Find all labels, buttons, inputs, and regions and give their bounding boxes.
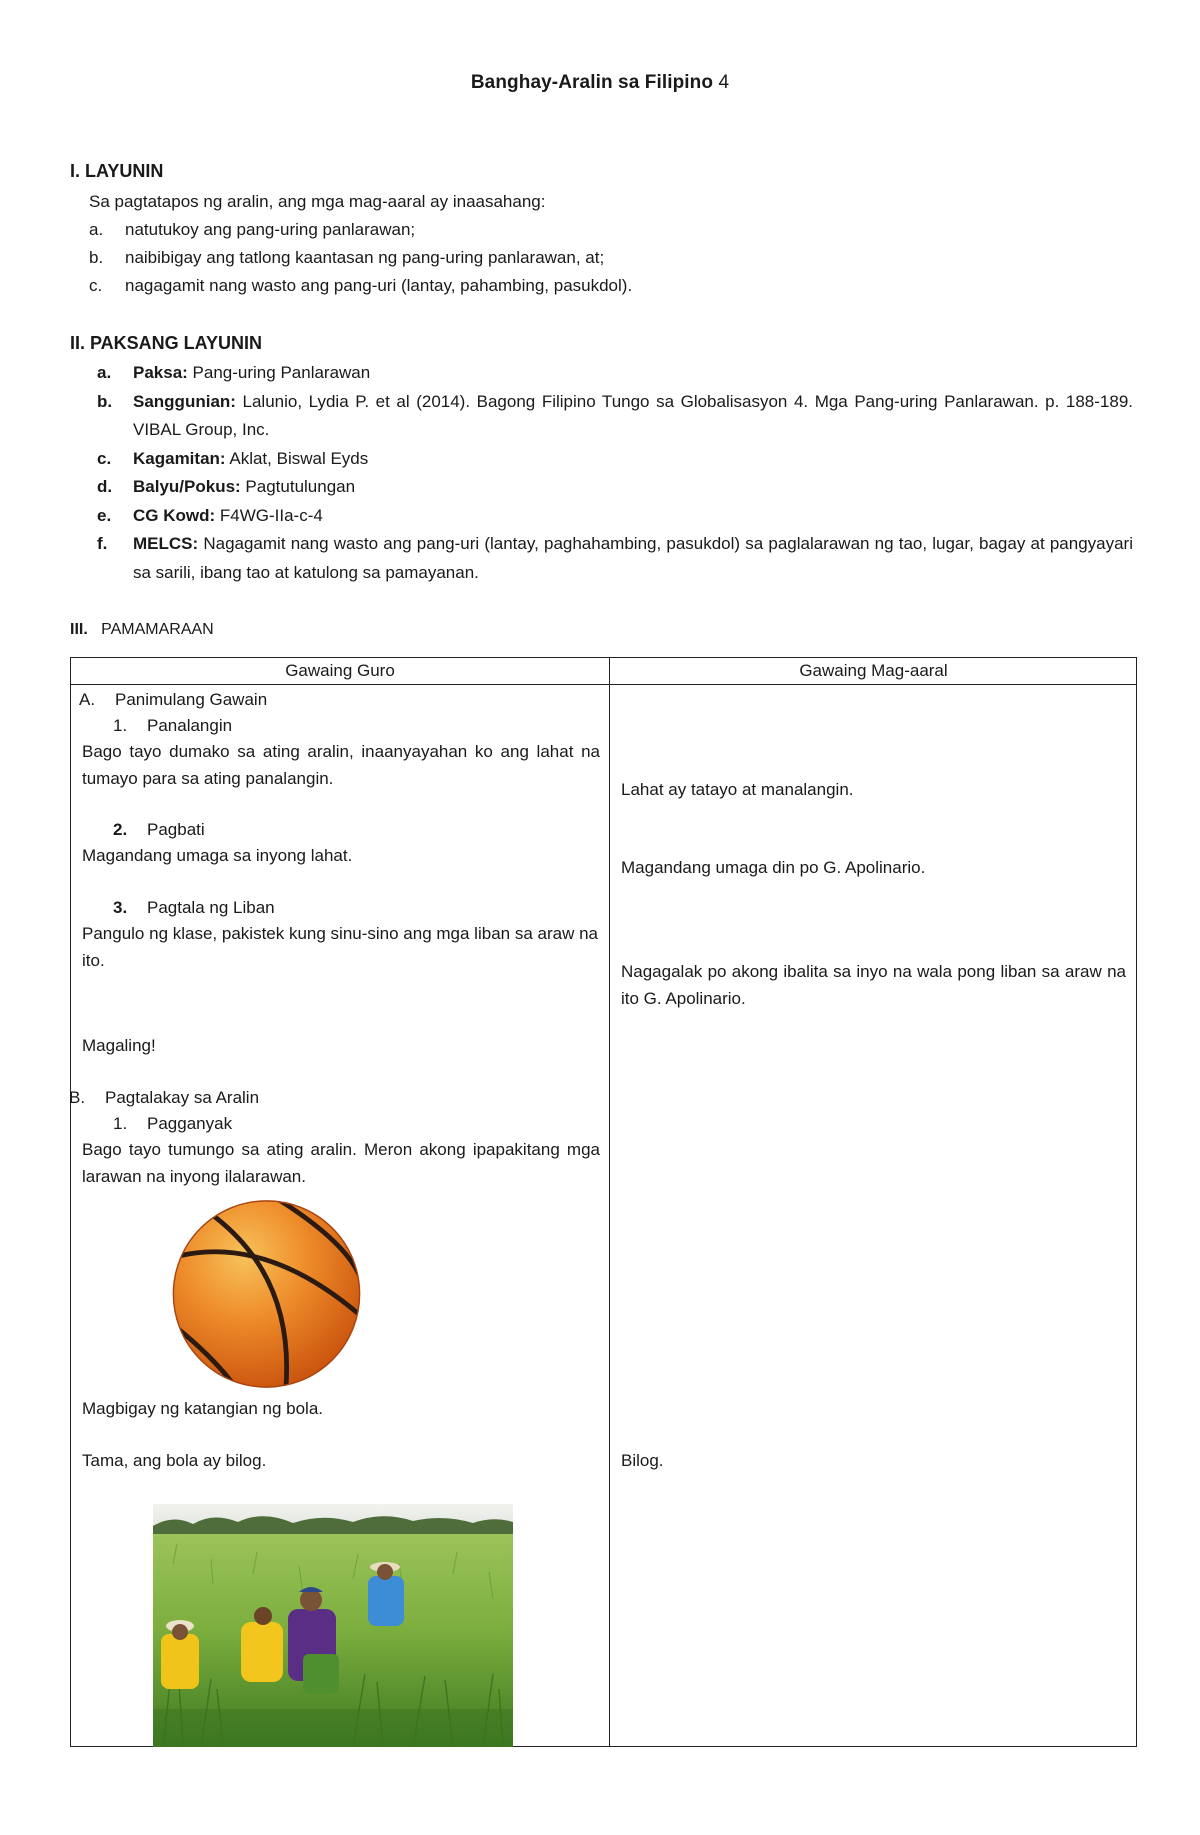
student-response-1: Lahat ay tatayo at manalangin. [621,780,854,799]
step-b1-number: 1. [113,1114,128,1133]
step-3-text: Pangulo ng klase, pakistek kung sinu-sino ang mga liban sa araw na ito. [82,924,598,970]
header-divider [71,684,1136,685]
step-b-label: B. [69,1088,86,1107]
list-item [97,473,1133,502]
student-response-4: Bilog. [621,1451,664,1470]
step-3-heading [113,895,275,922]
step-2-title: Pagbati [147,820,205,839]
step-a-heading [79,687,267,714]
title-text: Banghay-Aralin sa Filipino [470,72,714,93]
step-2-heading [113,817,205,844]
list-marker: e. [97,505,112,525]
title-number: 4 [718,72,730,93]
list-marker: c. [89,276,103,295]
column-header-guro: Gawaing Guro [285,661,395,680]
section-pamamaraan-heading [70,621,214,639]
list-item [97,530,1133,587]
list-item [97,502,1133,531]
procedure-table [70,657,1137,1747]
step-b-title: Pagtalakay sa Aralin [105,1088,260,1107]
list-item [97,359,1133,388]
list-item-text: natutukoy ang pang-uring panlarawan; [125,220,416,239]
item-text: Pagtutulungan [240,477,356,496]
list-item [89,272,632,300]
step-a-label: A. [79,690,96,709]
list-item [89,244,632,272]
step-1-heading [113,713,232,740]
list-marker: f. [97,534,108,553]
student-response-2: Magandang umaga din po G. Apolinario. [621,858,926,877]
item-label: Balyu/Pokus: [133,477,241,496]
section-layunin-heading: I. LAYUNIN [70,161,164,181]
item-text: Pang-uring Panlarawan [187,363,371,382]
column-divider [609,658,610,1746]
list-marker: b. [97,391,113,411]
item-label: Kagamitan: [133,448,226,468]
item-text: F4WG-IIa-c-4 [215,505,323,525]
column-header-aaral: Gawaing Mag-aaral [799,661,948,680]
item-text: Nagagamit nang wasto ang pang-uri (lantay, paghahambing, pasukdol) sa paglalarawan ng tao, lugar, bagay at pangyayari sa sarili, ibang tao at katulong sa pamayanan. [133,534,1133,582]
item-label: Paksa: [133,363,188,382]
rice-field-farmers-image [153,1504,513,1747]
list-item [89,216,632,244]
item-label: Sanggunian: [133,391,236,411]
list-marker: a. [97,363,112,382]
step-1-text: Bago tayo dumako sa ating aralin, inaanyayahan ko ang lahat na tumayo para sa ating panalangin. [82,742,600,788]
step-3-number: 3. [113,898,128,917]
step-2-text: Magandang umaga sa inyong lahat. [82,846,353,865]
list-marker: c. [97,448,112,468]
item-label: MELCS: [133,534,199,553]
page-title [0,72,1200,94]
item-text: Aklat, Biswal Eyds [225,448,369,468]
list-marker: b. [89,248,104,267]
list-item-text: naibibigay ang tatlong kaantasan ng pang-uring panlarawan, at; [125,248,605,267]
magaling-text: Magaling! [82,1036,156,1055]
roman-numeral: III. [70,621,88,638]
step-b1-text: Bago tayo tumungo sa ating aralin. Meron akong ipapakitang mga larawan na inyong ilalarawan. [82,1140,600,1186]
list-marker: d. [97,477,113,496]
step-3-title: Pagtala ng Liban [147,898,275,917]
step-b1-title: Pagganyak [147,1114,233,1133]
layunin-intro: Sa pagtatapos ng aralin, ang mga mag-aaral ay inaasahang: [89,192,546,211]
section-paksang-layunin-heading: II. PAKSANG LAYUNIN [70,333,263,353]
student-response-3: Nagagalak po akong ibalita sa inyo na wala pong liban sa araw na ito G. Apolinario. [621,962,1126,1008]
ball-answer: Tama, ang bola ay bilog. [82,1451,267,1470]
step-1-title: Panalangin [147,716,233,735]
step-b-heading [69,1085,259,1112]
ball-prompt: Magbigay ng katangian ng bola. [82,1399,324,1418]
layunin-list [89,216,632,300]
paksang-layunin-list [97,359,1133,587]
step-1-number: 1. [113,716,128,735]
list-item-text: nagagamit nang wasto ang pang-uri (lantay, pahambing, pasukdol). [125,276,633,295]
section-title: PAMAMARAAN [101,621,214,638]
list-item [97,388,1133,445]
list-marker: a. [89,220,104,239]
item-text: Lalunio, Lydia P. et al (2014). Bagong Filipino Tungo sa Globalisasyon 4. Mga Pang-uring Panlarawan. p. 188-189. VIBAL Group, Inc. [133,391,1133,439]
basketball-image [169,1198,364,1390]
item-label: CG Kowd: [133,505,216,525]
step-a-title: Panimulang Gawain [115,690,268,709]
list-item [97,445,1133,474]
step-2-number: 2. [113,820,128,839]
step-b1-heading [113,1111,232,1138]
